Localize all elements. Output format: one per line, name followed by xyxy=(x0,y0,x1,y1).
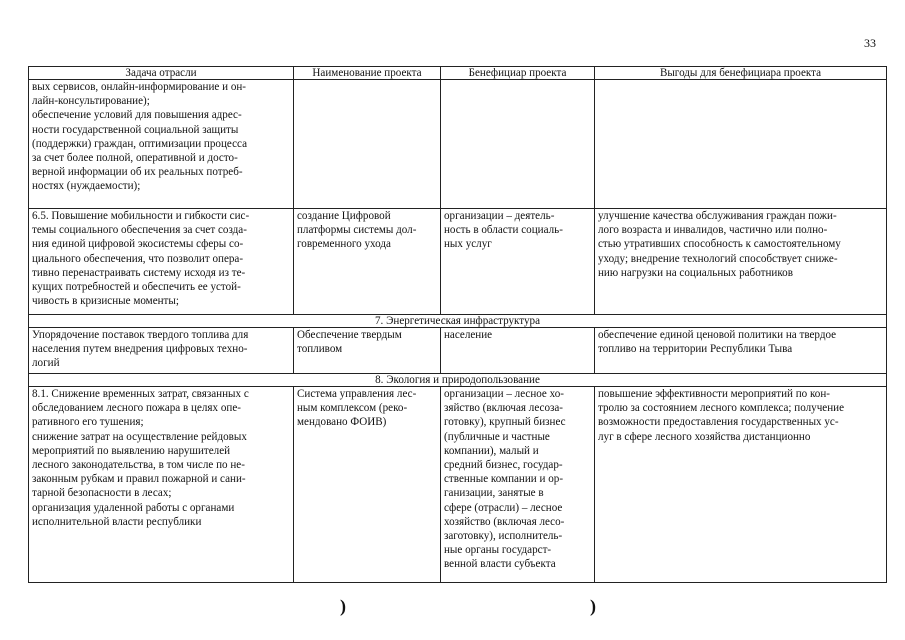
project-cell xyxy=(294,80,441,209)
table-header-row xyxy=(29,67,887,80)
table-row xyxy=(29,387,887,583)
scan-mark: ) xyxy=(590,596,596,616)
section-heading-row xyxy=(29,374,887,387)
task-cell: 6.5. Повышение мобильности и гибкости сис- темы социального обеспечения за счет созда- ния единой цифровой экосистемы сферы со- циального обеспечения, что позволит опера- тивно перенастраивать систему исходя из те- кущих потребностей и обеспечить ее устой- чивость в кризисные моменты; xyxy=(29,209,294,315)
project-cell: создание Цифровой платформы системы дол- говременного ухода xyxy=(294,209,441,315)
column-header-benefits: Выгоды для бенефициара проекта xyxy=(595,67,887,80)
beneficiary-cell xyxy=(441,80,595,209)
task-cell: 8.1. Снижение временных затрат, связанных с обследованием лесного пожара в целях опе- ративного его тушения; снижение затрат на осуществление рейдовых мероприятий по выявлению нарушителей лесного законодательства, в том числе по не- законным рубкам и правил пожарной и сани- тарной безопасности в лесах; организация удаленной работы с органами исполнительной власти республики xyxy=(29,387,294,583)
scan-mark: ) xyxy=(340,596,346,616)
benefits-cell: улучшение качества обслуживания граждан пожи- лого возраста и инвалидов, частично или полно- стью утративших способность к самостоятельному уходу; внедрение технологий способствует сниже- нию нагрузки на социальных работников xyxy=(595,209,887,315)
table-row xyxy=(29,209,887,315)
column-header-task: Задача отрасли xyxy=(29,67,294,80)
section-title: 8. Экология и природопользование xyxy=(29,374,887,387)
column-header-project: Наименование проекта xyxy=(294,67,441,80)
section-heading-row xyxy=(29,315,887,328)
projects-table xyxy=(28,66,887,583)
page-number: 33 xyxy=(864,36,876,50)
beneficiary-cell: организации – лесное хо- зяйство (включая лесоза- готовку), крупный бизнес (публичные и частные компании), малый и средний бизнес, государ- ственные компании и ор- ганизации, занятые в сфере (отрасли) – лесное хозяйство (включая лесо- заготовку), исполнитель- ные органы государст- венной власти субъекта xyxy=(441,387,595,583)
benefits-cell xyxy=(595,80,887,209)
section-title: 7. Энергетическая инфраструктура xyxy=(29,315,887,328)
beneficiary-cell: население xyxy=(441,328,595,374)
benefits-cell: обеспечение единой ценовой политики на твердое топливо на территории Республики Тыва xyxy=(595,328,887,374)
benefits-cell: повышение эффективности мероприятий по кон- тролю за состоянием лесного комплекса; получение возможности предоставления государственных ус- луг в сфере лесного хозяйства дистанционно xyxy=(595,387,887,583)
task-cell: Упорядочение поставок твердого топлива для населения путем внедрения цифровых техно- логий xyxy=(29,328,294,374)
column-header-beneficiary: Бенефициар проекта xyxy=(441,67,595,80)
project-cell: Обеспечение твердым топливом xyxy=(294,328,441,374)
task-cell: вых сервисов, онлайн-информирование и он- лайн-консультирование); обеспечение условий для повышения адрес- ности государственной социальной защиты (поддержки) граждан, оптимизации процесса за счет более полной, оперативной и досто- верной информации об их реальных потреб- ностях (нуждаемости); xyxy=(29,80,294,209)
table-row xyxy=(29,80,887,209)
project-cell: Система управления лес- ным комплексом (реко- мендовано ФОИВ) xyxy=(294,387,441,583)
beneficiary-cell: организации – деятель- ность в области социаль- ных услуг xyxy=(441,209,595,315)
table-row xyxy=(29,328,887,374)
